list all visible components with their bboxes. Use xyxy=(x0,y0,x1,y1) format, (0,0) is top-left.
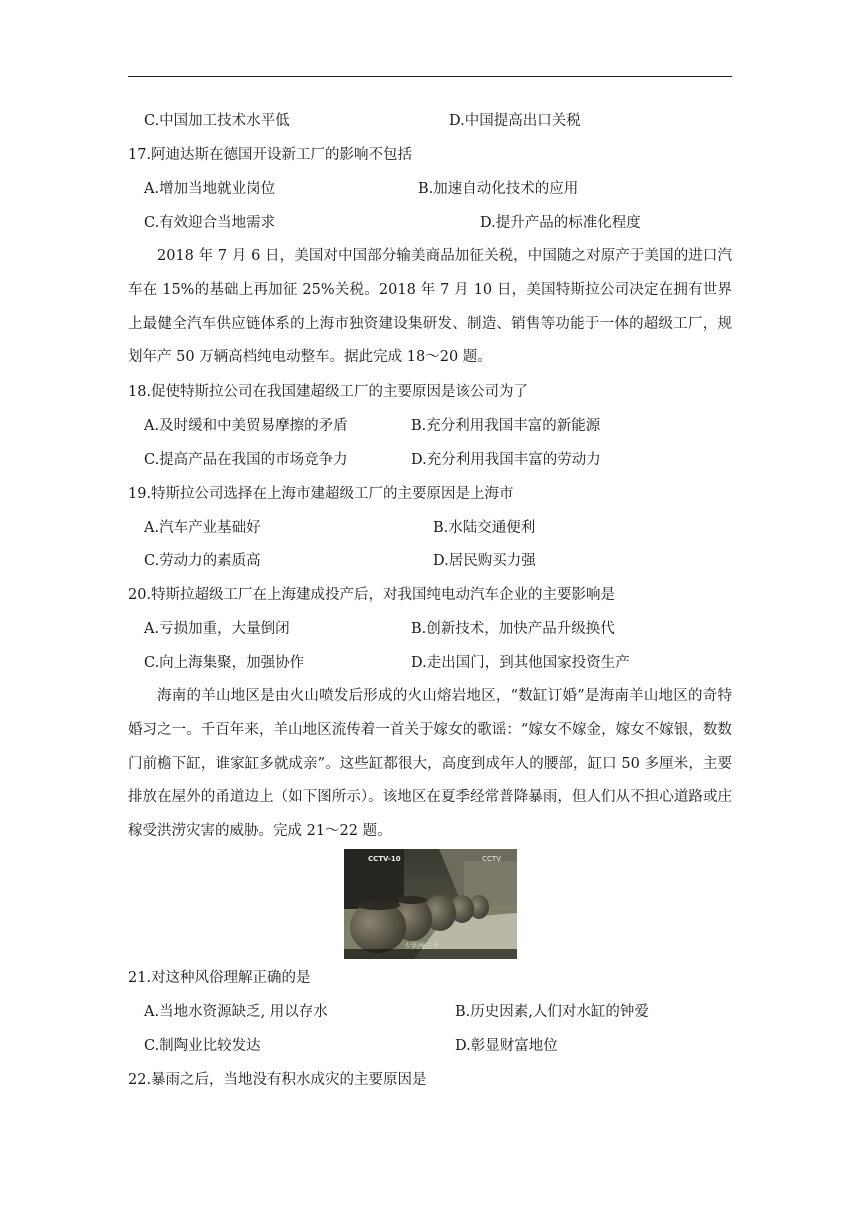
q20-stem: 20.特斯拉超级工厂在上海建成投产后，对我国纯电动汽车企业的主要影响是 xyxy=(128,587,616,603)
q17-option-a: A.增加当地就业岗位 xyxy=(144,181,276,197)
q16-option-c: C.中国加工技术水平低 xyxy=(144,113,290,129)
q20-option-c: C.向上海集聚，加强协作 xyxy=(144,655,305,671)
tv-logo-right: CCTV xyxy=(482,855,501,863)
q18-option-b: B.充分利用我国丰富的新能源 xyxy=(411,418,601,434)
q21-option-d: D.彰显财富地位 xyxy=(455,1038,558,1054)
header-rule xyxy=(128,76,732,77)
q20-option-d: D.走出国门，到其他国家投资生产 xyxy=(411,655,630,671)
q19-option-b: B.水陆交通便利 xyxy=(433,520,536,536)
water-jars-photo xyxy=(344,849,517,959)
q19-stem: 19.特斯拉公司选择在上海市建超级工厂的主要原因是上海市 xyxy=(128,486,514,502)
q18-option-d: D.充分利用我国丰富的劳动力 xyxy=(411,452,601,468)
q19-option-c: C.劳动力的素质高 xyxy=(144,553,261,569)
q21-option-c: C.制陶业比较发达 xyxy=(144,1038,261,1054)
passage-yangshan-text: 海南的羊山地区是由火山喷发后形成的火山熔岩地区，“数缸订婚”是海南羊山地区的奇特婚习之一。千百年来，羊山地区流传着一首关于嫁女的歌谣：“嫁女不嫁金，嫁女不嫁银，数数门前檐下缸，谁家缸多就成亲”。这些缸都很大，高度到成年人的腰部，缸口 50 多厘米，主要排放在屋外的甬道边上（如下图所示）。该地区在夏季经常普降暴雨，但人们从不担心道路或庄稼受洪涝灾害的威胁。完成 21～22 题。 xyxy=(128,688,732,840)
q17-option-c: C.有效迎合当地需求 xyxy=(144,215,276,231)
q21-stem: 21.对这种风俗理解正确的是 xyxy=(128,970,311,986)
q20-option-a: A.亏损加重，大量倒闭 xyxy=(144,621,290,637)
q18-option-a: A.及时缓和中美贸易摩擦的矛盾 xyxy=(144,418,348,434)
q22-stem: 22.暴雨之后，当地没有积水成灾的主要原因是 xyxy=(128,1072,427,1088)
passage-tesla-text: 2018 年 7 月 6 日，美国对中国部分输美商品加征关税，中国随之对原产于美国的进口汽车在 15%的基础上再加征 25%关税。2018 年 7 月 10 日，美国特斯拉公司决定在拥有世界上最健全汽车供应链体系的上海市独资建设集研发、制造、销售等功能于一体的超级工厂，规划年产 50 万辆高档纯电动整车。据此完成 18～20 题。 xyxy=(128,248,732,366)
q17-option-b: B.加速自动化技术的应用 xyxy=(418,181,579,197)
q20-option-b: B.创新技术，加快产品升级换代 xyxy=(411,621,615,637)
q21-option-a: A.当地水资源缺乏, 用以存水 xyxy=(144,1004,328,1020)
q16-option-d: D.中国提高出口关税 xyxy=(449,113,581,129)
tv-logo-left: CCTV-10 xyxy=(368,855,401,863)
q18-option-c: C.提高产品在我国的市场竞争力 xyxy=(144,452,348,468)
q21-option-b: B.历史因素,人们对水缸的钟爱 xyxy=(455,1004,649,1020)
q19-option-a: A.汽车产业基础好 xyxy=(144,520,261,536)
passage-yangshan xyxy=(128,680,732,849)
passage-tesla xyxy=(128,240,732,375)
photo-caption: 少到两三个 xyxy=(404,942,439,950)
q17-option-d: D.提升产品的标准化程度 xyxy=(480,215,641,231)
q18-stem: 18.促使特斯拉公司在我国建超级工厂的主要原因是该公司为了 xyxy=(128,384,529,400)
q19-option-d: D.居民购买力强 xyxy=(433,553,536,569)
q17-stem: 17.阿迪达斯在德国开设新工厂的影响不包括 xyxy=(128,147,413,163)
